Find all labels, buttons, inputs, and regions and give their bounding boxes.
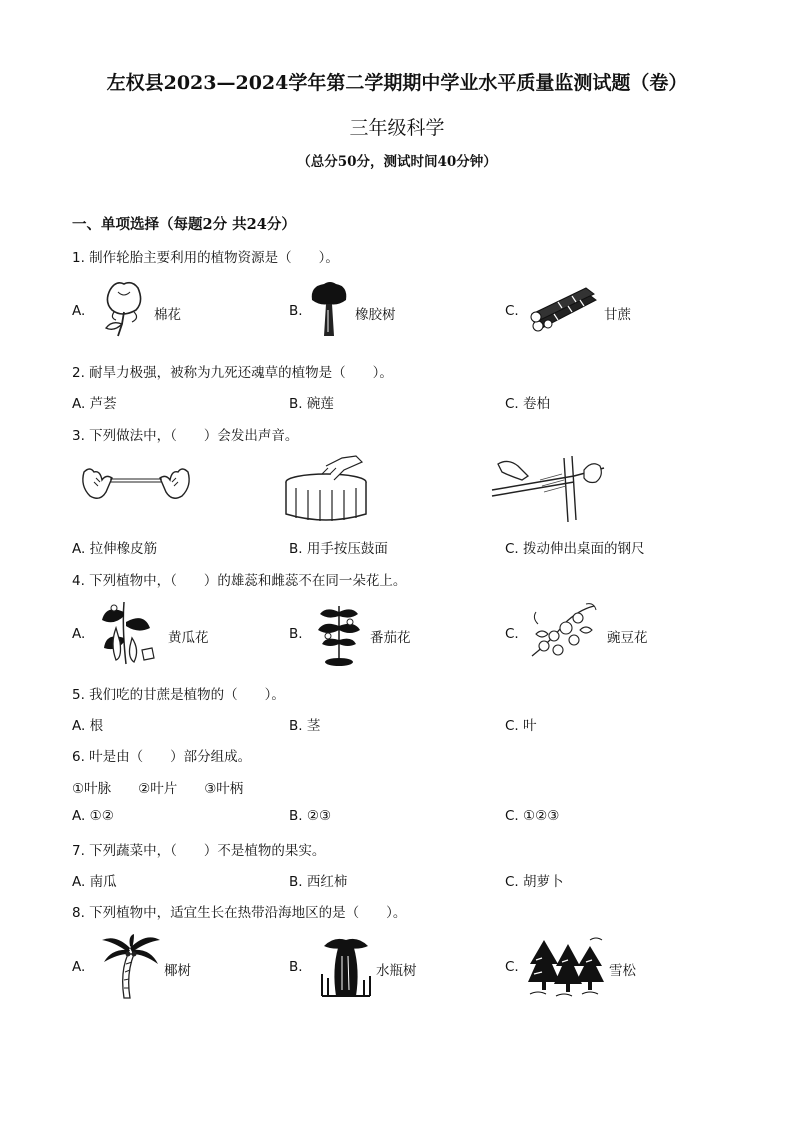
q1-option-a-letter: A. bbox=[72, 303, 86, 319]
coconut-palm-icon bbox=[98, 932, 164, 1000]
q5-option-a bbox=[72, 714, 103, 734]
option-letter: A. bbox=[72, 396, 86, 412]
q6-option-b bbox=[289, 808, 331, 824]
option-letter: B. bbox=[289, 808, 303, 824]
question-6-choices: ①叶脉 ②叶片 ③叶柄 bbox=[72, 781, 244, 797]
option-letter: A. bbox=[72, 718, 86, 734]
q8-option-a-letter: A. bbox=[72, 959, 86, 975]
q1-option-c-letter: C. bbox=[505, 303, 519, 319]
rubber-band-hands-icon bbox=[76, 452, 196, 524]
option-letter: C. bbox=[505, 718, 519, 734]
option-label: 碗莲 bbox=[306, 396, 334, 412]
q8-option-a-label: 椰树 bbox=[164, 963, 191, 979]
option-letter: C. bbox=[505, 396, 519, 412]
question-6: 6. 叶是由（ ）部分组成。 bbox=[72, 749, 252, 765]
option-letter: C. bbox=[505, 541, 519, 557]
option-letter: C. bbox=[505, 874, 519, 890]
sugarcane-icon bbox=[528, 286, 602, 332]
option-label: 西红柿 bbox=[306, 874, 348, 890]
option-letter: B. bbox=[289, 396, 303, 412]
cotton-icon bbox=[100, 278, 150, 340]
option-letter: A. bbox=[72, 808, 86, 824]
question-1: 1. 制作轮胎主要利用的植物资源是（ ）。 bbox=[72, 250, 339, 266]
cedar-trees-icon bbox=[526, 934, 608, 998]
q7-option-a bbox=[72, 870, 117, 890]
q5-option-c bbox=[505, 714, 537, 734]
option-label: 茎 bbox=[306, 718, 321, 734]
option-label: 用手按压鼓面 bbox=[306, 541, 388, 557]
q1-option-a-label: 棉花 bbox=[154, 307, 181, 323]
q1-option-c-label: 甘蔗 bbox=[604, 307, 631, 323]
option-label: 南瓜 bbox=[89, 874, 117, 890]
q7-option-b bbox=[289, 870, 347, 890]
question-2: 2. 耐旱力极强，被称为九死还魂草的植物是（ ）。 bbox=[72, 365, 393, 381]
drum-press-icon bbox=[282, 452, 378, 524]
option-label: ①② bbox=[89, 808, 114, 824]
question-3: 3. 下列做法中，（ ）会发出声音。 bbox=[72, 428, 299, 444]
q4-option-c-letter: C. bbox=[505, 626, 519, 642]
q3-option-a bbox=[72, 537, 157, 557]
option-label: 叶 bbox=[523, 718, 537, 734]
exam-title: 左权县2023—2024学年第二学期期中学业水平质量监测试题（卷） bbox=[106, 72, 688, 94]
q4-option-b-label: 番茄花 bbox=[370, 630, 411, 646]
q3-option-c bbox=[505, 537, 645, 557]
option-label: 胡萝卜 bbox=[523, 874, 564, 890]
question-8: 8. 下列植物中，适宜生长在热带沿海地区的是（ ）。 bbox=[72, 905, 407, 921]
option-label: 芦荟 bbox=[89, 396, 117, 412]
q1-option-b-label: 橡胶树 bbox=[355, 307, 396, 323]
q5-option-b bbox=[289, 714, 320, 734]
q8-option-c-letter: C. bbox=[505, 959, 519, 975]
q4-option-c-label: 豌豆花 bbox=[607, 630, 648, 646]
option-label: ①②③ bbox=[523, 808, 560, 824]
ruler-pluck-icon bbox=[488, 450, 606, 524]
q7-option-c bbox=[505, 870, 564, 890]
exam-subject: 三年级科学 bbox=[349, 117, 445, 139]
q2-option-a bbox=[72, 392, 117, 412]
q6-option-c bbox=[505, 808, 559, 824]
option-label: 拨动伸出桌面的钢尺 bbox=[523, 541, 645, 557]
q6-option-a bbox=[72, 808, 114, 824]
q4-option-b-letter: B. bbox=[289, 626, 303, 642]
rubber-tree-icon bbox=[308, 280, 350, 340]
q1-option-b-letter: B. bbox=[289, 303, 303, 319]
q4-option-a-label: 黄瓜花 bbox=[168, 630, 209, 646]
option-letter: B. bbox=[289, 718, 303, 734]
pea-plant-icon bbox=[528, 600, 600, 666]
section-heading: 一、单项选择（每题2分 共24分） bbox=[72, 216, 296, 233]
question-7: 7. 下列蔬菜中，（ ）不是植物的果实。 bbox=[72, 843, 326, 859]
q2-option-c bbox=[505, 392, 550, 412]
tomato-plant-icon bbox=[314, 600, 364, 668]
exam-info: （总分50分，测试时间40分钟） bbox=[297, 154, 497, 170]
q4-option-a-letter: A. bbox=[72, 626, 86, 642]
option-letter: A. bbox=[72, 874, 86, 890]
bottle-tree-icon bbox=[320, 934, 372, 998]
q8-option-b-letter: B. bbox=[289, 959, 303, 975]
question-5: 5. 我们吃的甘蔗是植物的（ ）。 bbox=[72, 687, 285, 703]
option-letter: B. bbox=[289, 874, 303, 890]
option-label: 根 bbox=[89, 718, 104, 734]
option-label: ②③ bbox=[306, 808, 332, 824]
question-4: 4. 下列植物中，（ ）的雄蕊和雌蕊不在同一朵花上。 bbox=[72, 573, 407, 589]
q3-option-b bbox=[289, 537, 388, 557]
option-label: 拉伸橡皮筋 bbox=[89, 541, 158, 557]
option-letter: C. bbox=[505, 808, 519, 824]
q2-option-b bbox=[289, 392, 334, 412]
cucumber-plant-icon bbox=[96, 598, 158, 668]
q8-option-c-label: 雪松 bbox=[609, 963, 636, 979]
option-label: 卷柏 bbox=[523, 396, 551, 412]
q8-option-b-label: 水瓶树 bbox=[376, 963, 417, 979]
option-letter: B. bbox=[289, 541, 303, 557]
option-letter: A. bbox=[72, 541, 86, 557]
